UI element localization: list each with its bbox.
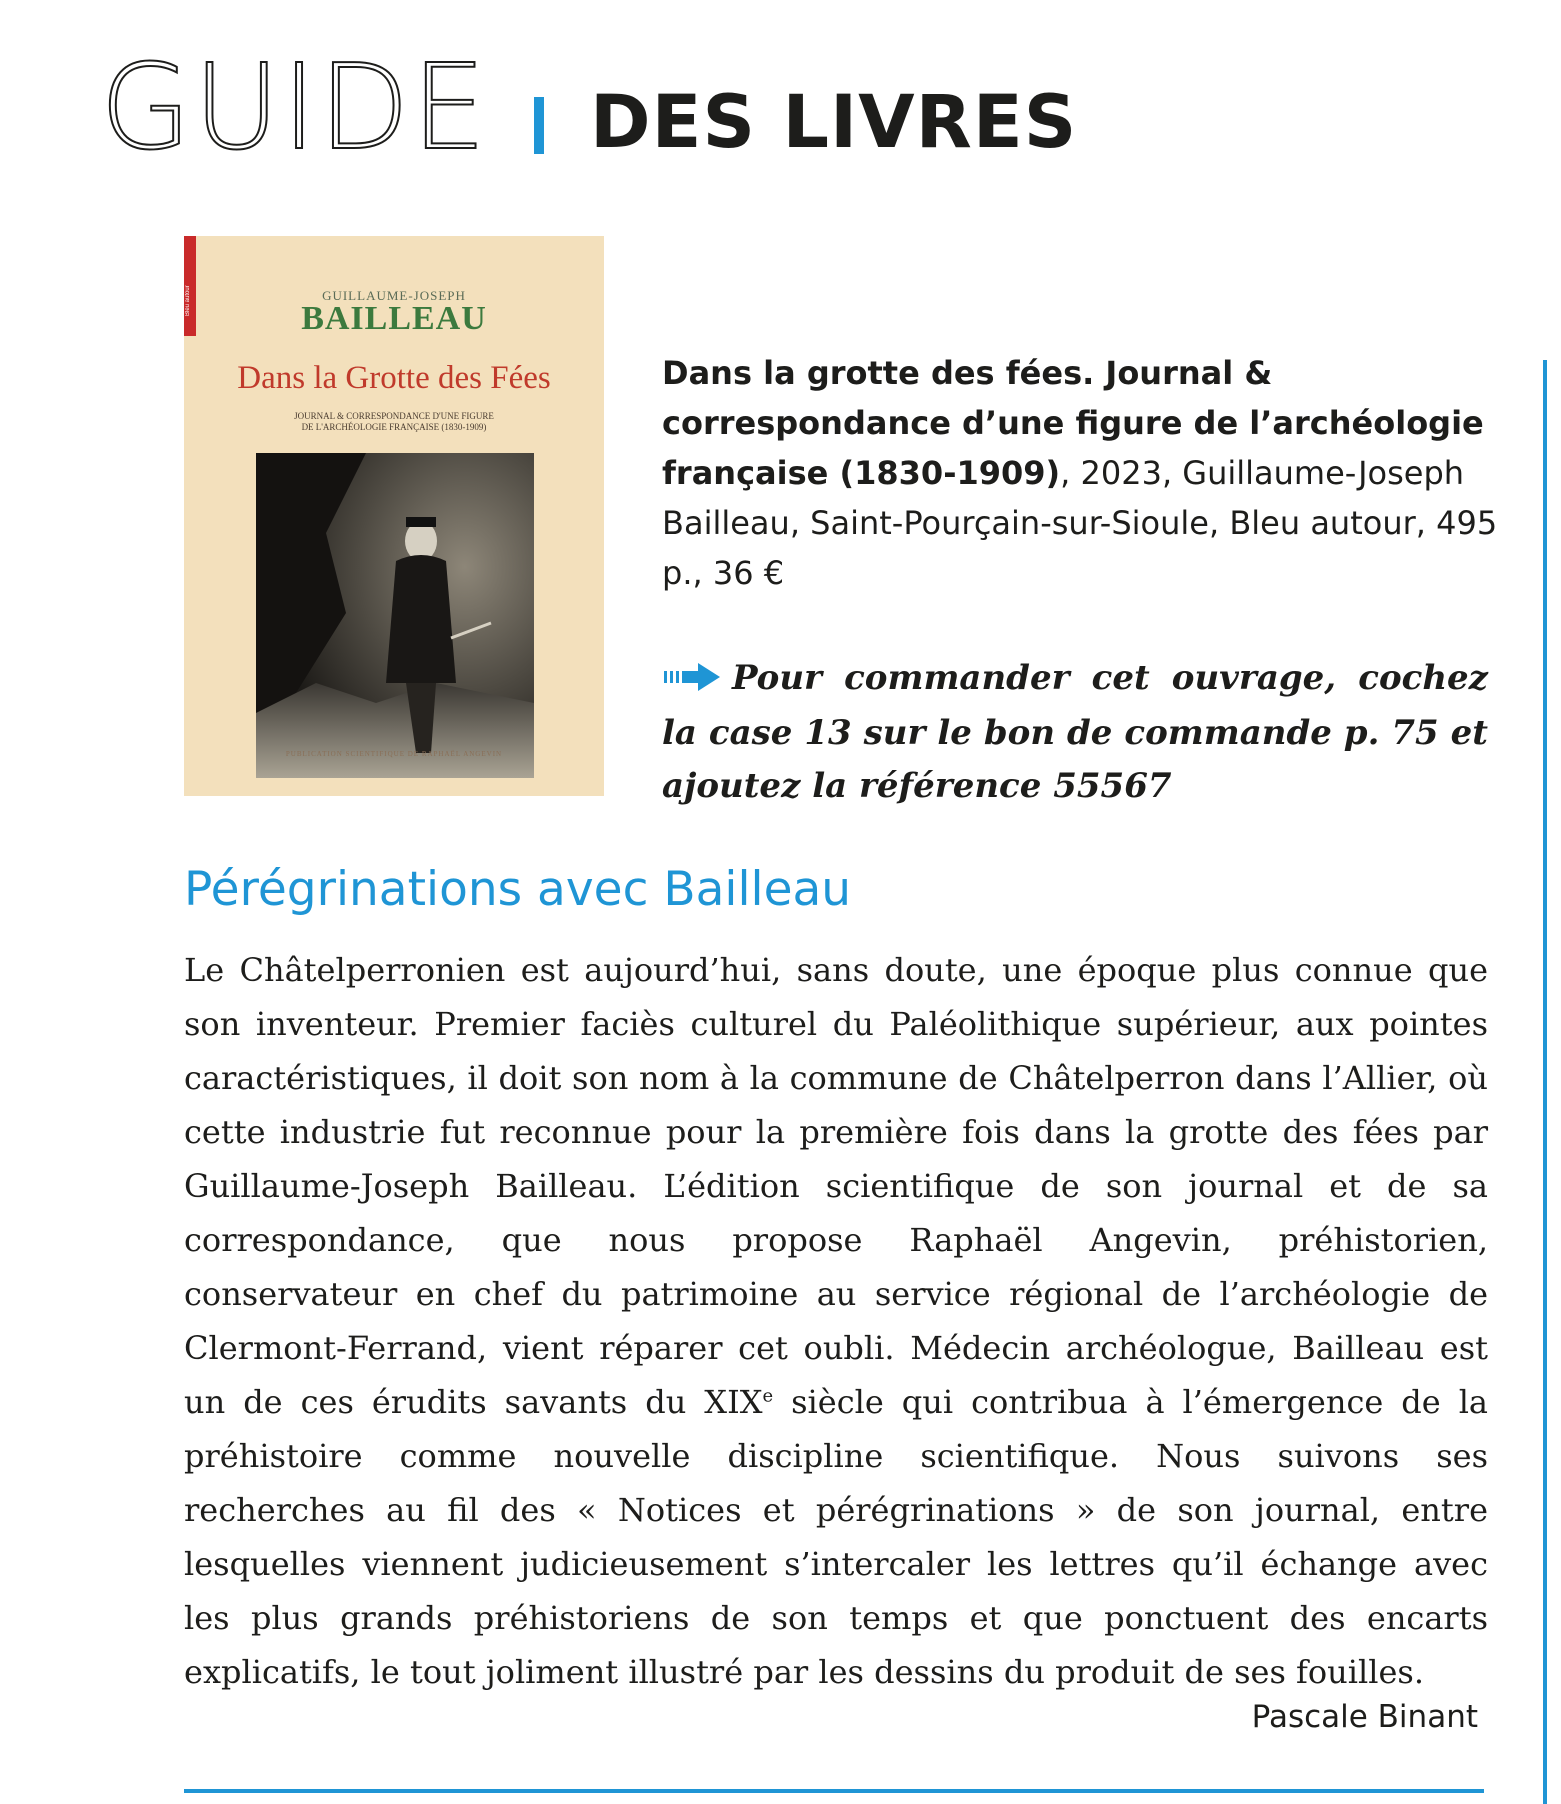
page-header xyxy=(100,38,1100,176)
cover-subtitle-line2: DE L'ARCHÉOLOGIE FRANÇAISE (1830-1909) xyxy=(301,422,487,432)
header-guide: GUIDE xyxy=(100,38,489,176)
cover-subtitle xyxy=(254,411,534,433)
book-details: , 2023, Guillaume-Joseph Bailleau, Saint-Pourçain-sur-Sioule, Bleu autour, 495 p., 36 € xyxy=(662,454,1498,592)
order-instructions xyxy=(662,652,1488,813)
bottom-rule xyxy=(184,1789,1484,1793)
cover-subtitle-line1: JOURNAL & CORRESPONDANCE D'UNE FIGURE xyxy=(294,411,494,421)
review-body-part1: Le Châtelperronien est aujourd’hui, sans doute, une époque plus connue que son inventeur. Premier faciès culturel du Paléolithique supérieur, aux pointes caractéristiques, il doit son nom à la commune de Châtelperron dans l’Allier, où cette industrie fut reconnue pour la première fois dans la grotte des fées par Guillaume-Joseph Bailleau. L’édition scientifique de son journal et de sa correspondance, que nous propose Raphaël Angevin, préhistorien, conservateur en chef du patrimoine au service régional de l’archéologie de Clermont-Ferrand, vient réparer cet oubli. Médecin archéologue, Bailleau est un de ces érudits savants du XIX xyxy=(184,951,1488,1421)
cover-author-first: GUILLAUME-JOSEPH xyxy=(322,288,466,303)
book-reference xyxy=(662,348,1502,598)
header-separator xyxy=(534,97,544,154)
cover-author-last: BAILLEAU xyxy=(301,300,487,337)
cover-publisher-line: PUBLICATION SCIENTIFIQUE DE RAPHAËL ANGEVIN xyxy=(285,750,503,758)
review-heading: Pérégrinations avec Bailleau xyxy=(184,862,852,917)
review-body xyxy=(184,943,1488,1699)
book-title: Dans la grotte des fées. Journal & correspondance d’une figure de l’archéologie française (1830-1909) xyxy=(662,354,1484,492)
order-text: Pour commander cet ouvrage, cochez la case 13 sur le bon de commande p. 75 et ajoutez la référence 55567 xyxy=(662,658,1488,806)
cover-title: Dans la Grotte des Fées xyxy=(237,360,551,396)
review-signature: Pascale Binant xyxy=(1251,1699,1478,1735)
book-cover xyxy=(184,236,604,796)
review-body-superscript: e xyxy=(762,1385,774,1407)
arrow-right-icon xyxy=(662,654,722,707)
cover-photo xyxy=(256,453,534,778)
header-des-livres: DES LIVRES xyxy=(590,80,1078,165)
right-margin-rule xyxy=(1543,360,1547,1804)
cover-photo-image xyxy=(256,453,534,778)
review-body-part2: siècle qui contribua à l’émergence de la préhistoire comme nouvelle discipline scientifique. Nous suivons ses recherches au fil des « Notices et pérégrinations » de son journal, entre lesquelles viennent judicieusement s’intercaler les lettres qu’il échange avec les plus grands préhistoriens de son temps et que ponctuent des encarts explicatifs, le tout joliment illustré par les dessins du produit de ses fouilles. xyxy=(184,1383,1489,1691)
cover-spine-label: Bleu autour xyxy=(185,285,191,316)
